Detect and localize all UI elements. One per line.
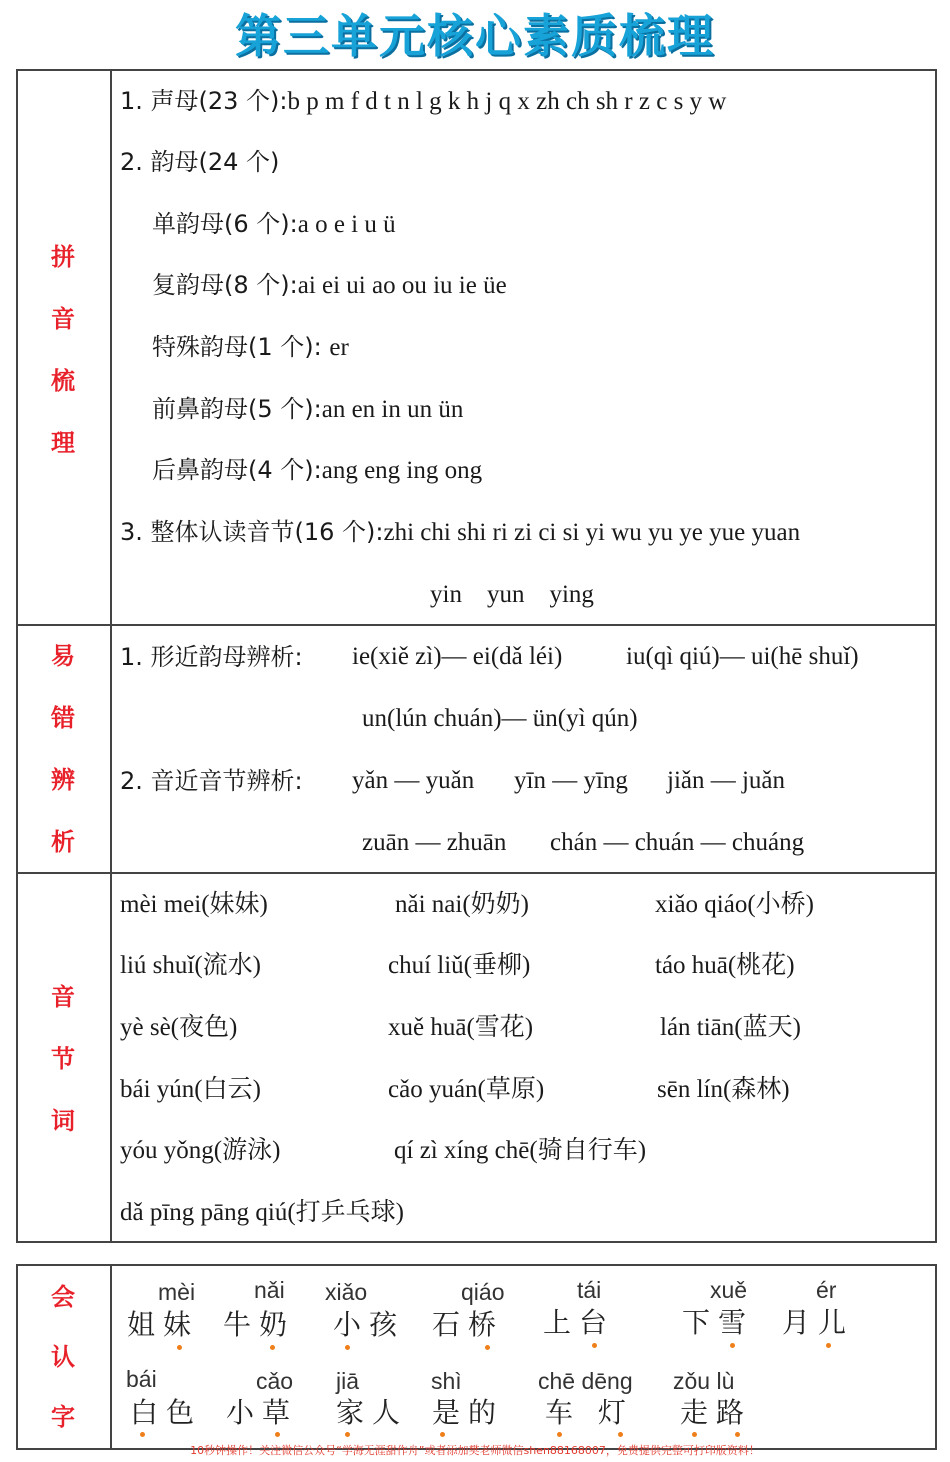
highlight-dot bbox=[270, 1345, 275, 1350]
word-item: sēn lín(森林) bbox=[657, 1076, 790, 1103]
highlight-dot bbox=[440, 1432, 445, 1437]
table-row-divider bbox=[16, 872, 937, 874]
recognize-word: 是的 bbox=[432, 1396, 505, 1429]
section-label-errors: 易 错 辨 析 bbox=[51, 642, 75, 856]
footer-notice: 10秒钟操作！关注微信公众号“学海无涯甜作舟”或者添加樊老师微信shen88168007，免费提供完整可打印版资料！ bbox=[190, 1444, 760, 1457]
pinyin-line-initials: 1. 声母(23 个):b p m f d t n l g k h j q x zh ch sh r z c s y w bbox=[120, 87, 727, 115]
highlight-dot bbox=[730, 1343, 735, 1348]
error-line1-c: un(lún chuán)— ün(yì qún) bbox=[362, 705, 638, 732]
highlight-dot bbox=[345, 1345, 350, 1350]
error-line2-c: jiǎn — juǎn bbox=[667, 767, 786, 794]
recognize-pinyin: zǒu lù bbox=[673, 1368, 735, 1394]
recognize-pinyin: xuě bbox=[710, 1277, 748, 1303]
recognize-word: 走路 bbox=[680, 1396, 753, 1429]
highlight-dot bbox=[485, 1345, 490, 1350]
section-label-recognize: 会 认 字 bbox=[51, 1283, 75, 1431]
error-line2-d: zuān — zhuān bbox=[362, 829, 507, 856]
recognize-word: 小草 bbox=[226, 1396, 299, 1429]
recognize-word: 牛奶 bbox=[223, 1308, 296, 1341]
recognize-column-divider bbox=[110, 1264, 112, 1450]
recognize-word: 上台 bbox=[543, 1306, 616, 1339]
word-item: nǎi nai(奶奶) bbox=[395, 891, 529, 918]
pinyin-line-front-nasal: 前鼻韵母(5 个):an en in un ün bbox=[152, 395, 464, 423]
recognize-word: 月儿 bbox=[782, 1306, 855, 1339]
recognize-word: 家人 bbox=[336, 1396, 409, 1429]
recognize-pinyin: jiā bbox=[336, 1368, 360, 1394]
pinyin-line-special-finals: 特殊韵母(1 个): er bbox=[152, 333, 349, 361]
recognize-pinyin: shì bbox=[431, 1368, 462, 1394]
word-item: bái yún(白云) bbox=[120, 1076, 261, 1103]
recognize-pinyin: qiáo bbox=[461, 1279, 505, 1305]
word-item: lán tiān(蓝天) bbox=[660, 1014, 801, 1041]
pinyin-line-whole-syllables: 3. 整体认读音节(16 个):zhi chi shi ri zi ci si yi wu yu ye yue yuan bbox=[120, 518, 801, 546]
highlight-dot bbox=[140, 1432, 145, 1437]
pinyin-line-single-finals: 单韵母(6 个):a o e i u ü bbox=[152, 210, 396, 238]
recognize-word: 下雪 bbox=[682, 1306, 755, 1339]
recognize-word: 石桥 bbox=[432, 1308, 505, 1341]
recognize-pinyin: mèi bbox=[158, 1279, 196, 1305]
word-item: chuí liǔ(垂柳) bbox=[388, 952, 531, 979]
highlight-dot bbox=[826, 1343, 831, 1348]
word-item: cǎo yuán(草原) bbox=[388, 1076, 545, 1103]
table-row-divider bbox=[16, 624, 937, 626]
recognize-pinyin: nǎi bbox=[254, 1277, 285, 1303]
table-column-divider bbox=[110, 69, 112, 1243]
highlight-dot bbox=[557, 1432, 562, 1437]
error-line2-b: yīn — yīng bbox=[514, 767, 628, 794]
highlight-dot bbox=[177, 1345, 182, 1350]
recognize-pinyin: ér bbox=[816, 1277, 837, 1303]
word-item: xuě huā(雪花) bbox=[388, 1014, 534, 1041]
word-item: mèi mei(妹妹) bbox=[120, 891, 268, 918]
highlight-dot bbox=[345, 1432, 350, 1437]
error-line1-b: iu(qì qiú)— ui(hē shuǐ) bbox=[626, 643, 859, 670]
error-line2-e: chán — chuán — chuáng bbox=[550, 829, 805, 856]
recognize-pinyin: bái bbox=[126, 1366, 157, 1392]
pinyin-line-back-nasal: 后鼻韵母(4 个):ang eng ing ong bbox=[152, 456, 483, 484]
highlight-dot bbox=[592, 1343, 597, 1348]
highlight-dot bbox=[618, 1432, 623, 1437]
recognize-pinyin: tái bbox=[577, 1277, 602, 1303]
word-item: qí zì xíng chē(骑自行车) bbox=[394, 1137, 647, 1164]
word-item: liú shuǐ(流水) bbox=[120, 952, 261, 979]
pinyin-line-compound-finals: 复韵母(8 个):ai ei ui ao ou iu ie üe bbox=[152, 271, 507, 299]
highlight-dot bbox=[735, 1432, 740, 1437]
page-title: 第三单元核心素质梳理 bbox=[235, 9, 715, 63]
recognize-pinyin: xiǎo bbox=[325, 1279, 368, 1305]
pinyin-line-finals: 2. 韵母(24 个) bbox=[120, 148, 280, 176]
error-line1-a: ie(xiě zì)— ei(dǎ léi) bbox=[352, 643, 563, 670]
error-line1-label: 1. 形近韵母辨析: bbox=[120, 643, 303, 671]
highlight-dot bbox=[275, 1432, 280, 1437]
word-item: yè sè(夜色) bbox=[120, 1014, 238, 1041]
recognize-word: 白色 bbox=[130, 1396, 203, 1429]
pinyin-line-continuation: yin yun ying bbox=[430, 581, 594, 608]
recognize-pinyin: cǎo bbox=[256, 1368, 294, 1394]
highlight-dot bbox=[692, 1432, 697, 1437]
error-line2-a: yǎn — yuǎn bbox=[352, 767, 475, 794]
section-label-pinyin: 拼 音 梳 理 bbox=[51, 243, 75, 457]
recognize-word: 小孩 bbox=[333, 1308, 406, 1341]
word-item: dǎ pīng pāng qiú(打乒乓球) bbox=[120, 1199, 404, 1226]
recognize-word: 姐妹 bbox=[127, 1308, 200, 1341]
error-line2-label: 2. 音近音节辨析: bbox=[120, 767, 303, 795]
word-item: xiǎo qiáo(小桥) bbox=[655, 891, 814, 918]
recognize-word: 车 灯 bbox=[545, 1396, 634, 1429]
word-item: táo huā(桃花) bbox=[655, 952, 795, 979]
recognize-pinyin: chē dēng bbox=[538, 1368, 633, 1394]
word-item: yóu yǒng(游泳) bbox=[120, 1137, 281, 1164]
section-label-words: 音 节 词 bbox=[51, 982, 75, 1135]
